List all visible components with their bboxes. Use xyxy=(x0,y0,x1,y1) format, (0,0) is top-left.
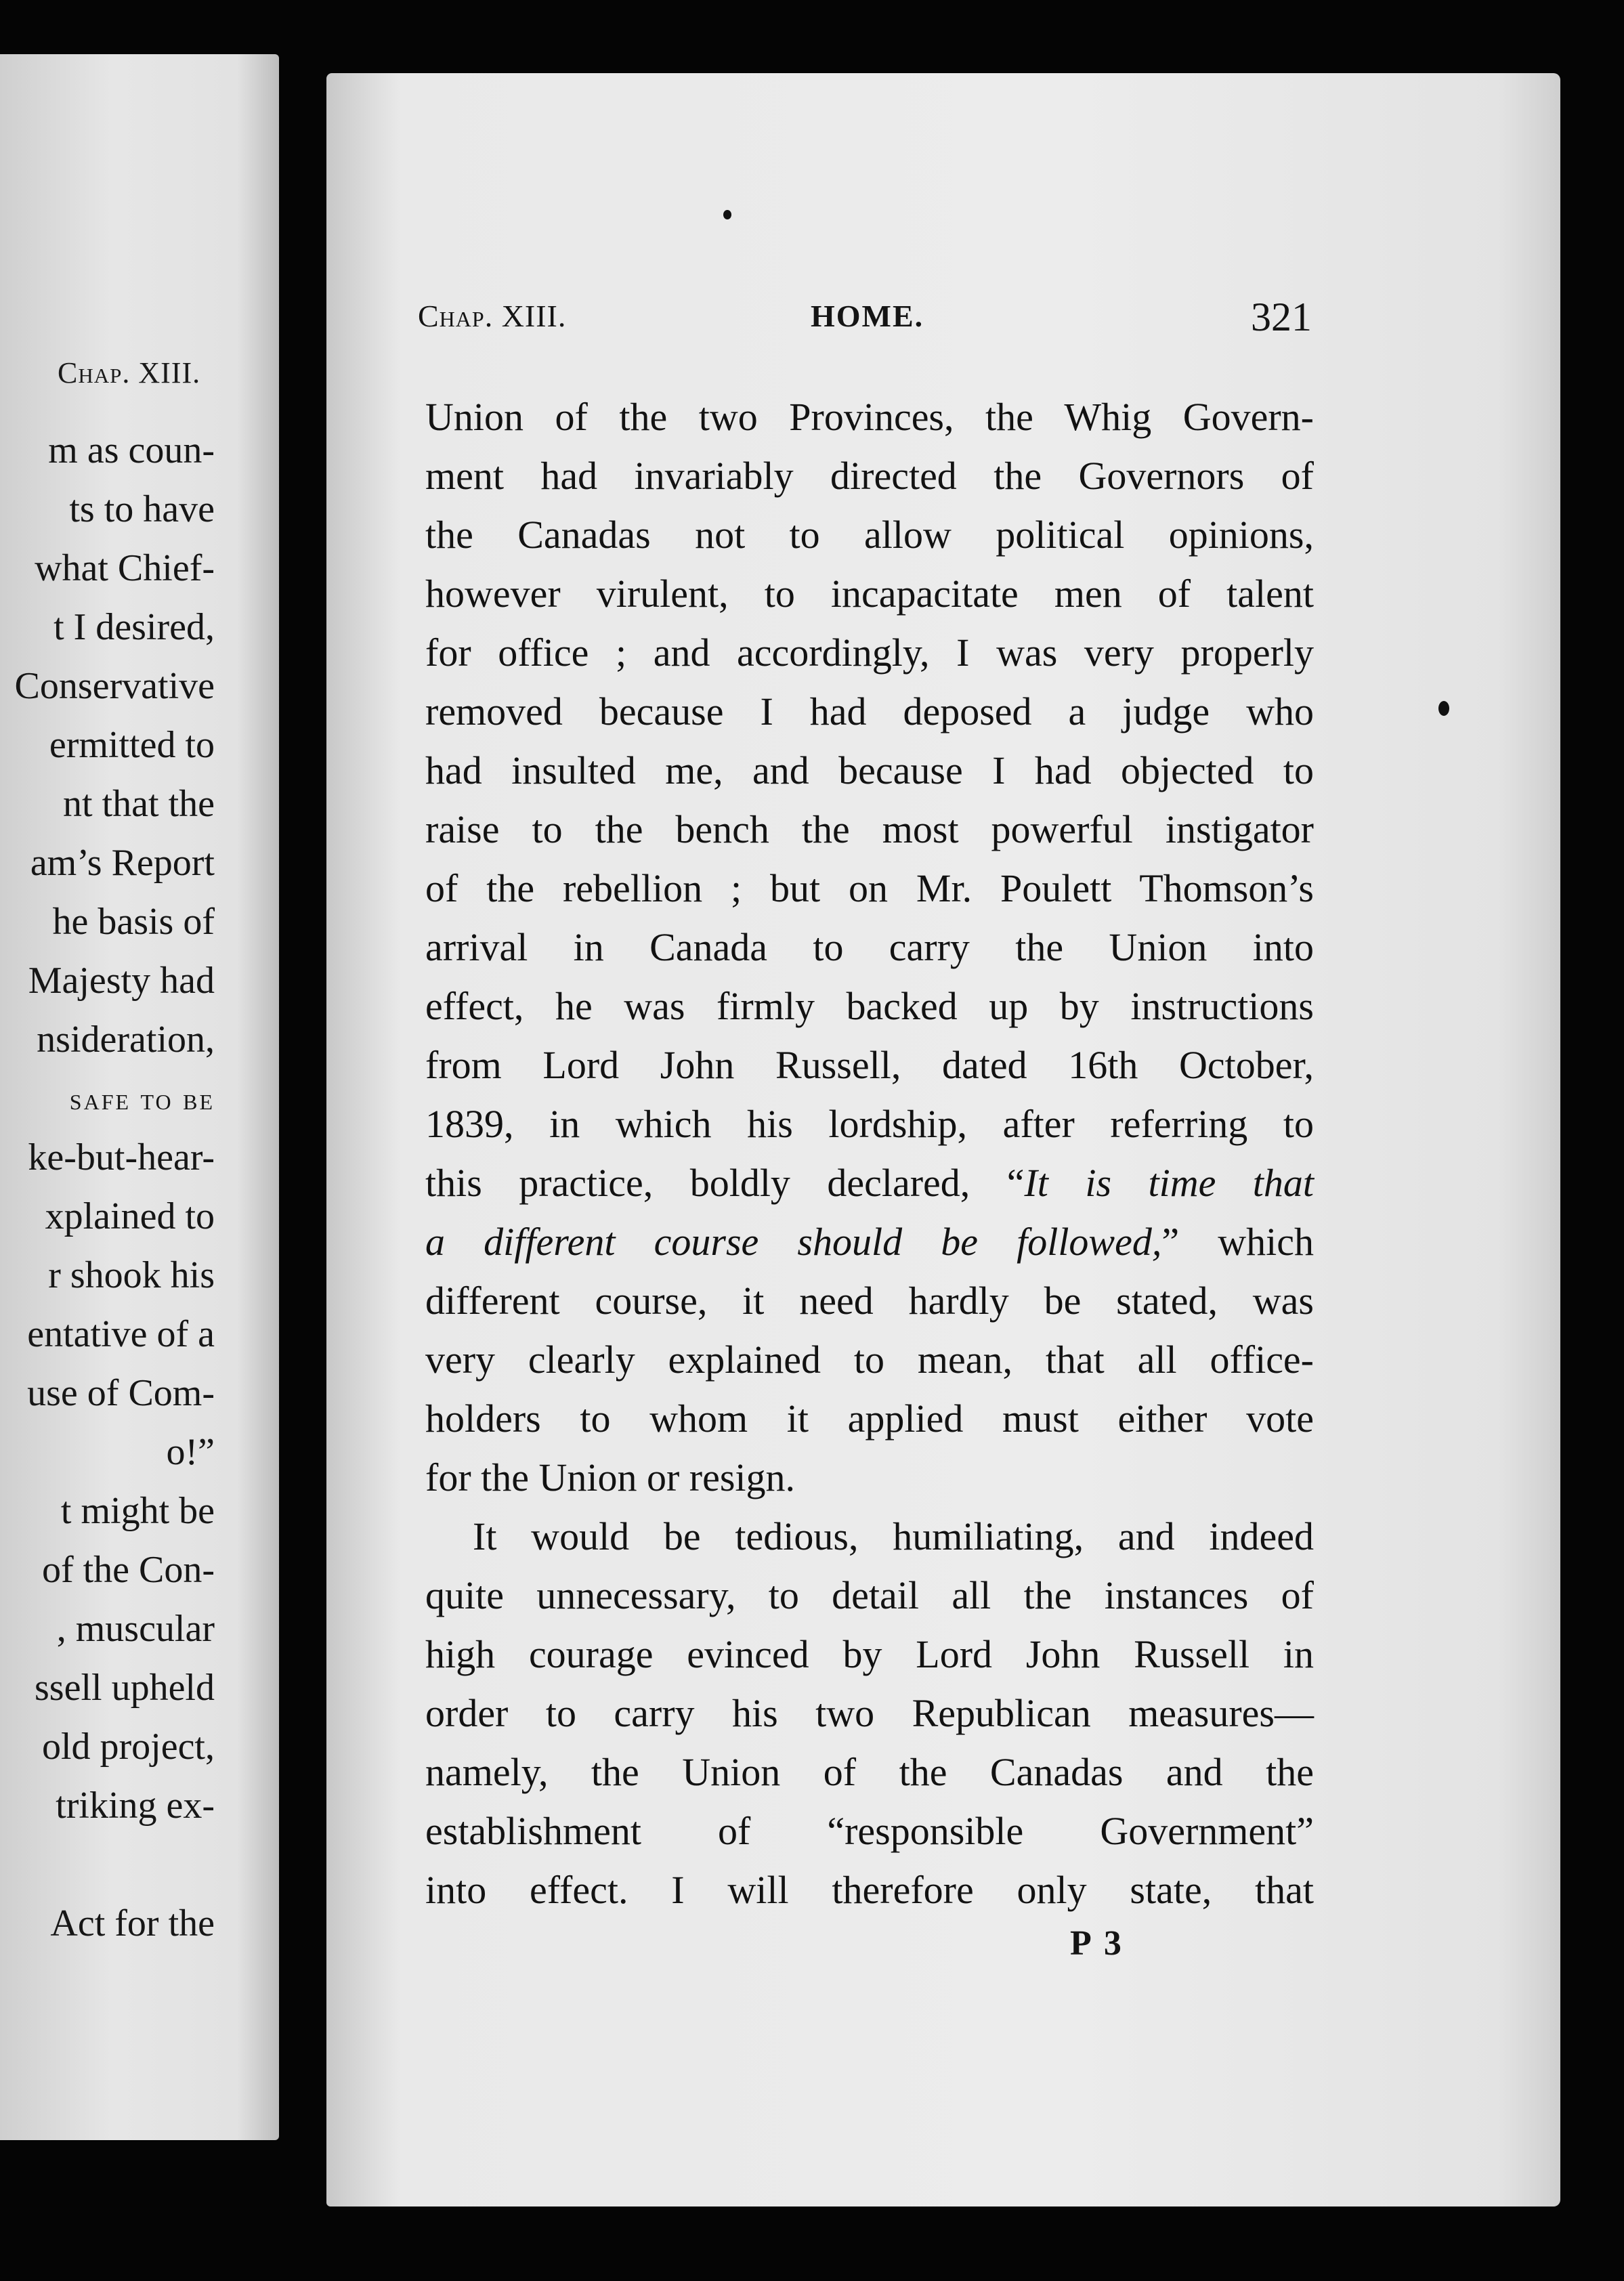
text-line: into effect. I will therefore only state, that xyxy=(425,1868,1314,1912)
text-line: high courage evinced by Lord John Russell in xyxy=(425,1632,1314,1676)
text-line: had insulted me, and because I had objected to xyxy=(425,748,1314,792)
text-line: from Lord John Russell, dated 16th October, xyxy=(425,1043,1314,1087)
left-text-line: am’s Report xyxy=(30,842,215,884)
left-text-line: entative of a xyxy=(27,1313,215,1355)
text-line: It would be tedious, humiliating, and indeed xyxy=(473,1514,1314,1558)
text-line: for office ; and accordingly, I was very properly xyxy=(425,631,1314,675)
body-text xyxy=(425,387,1314,1919)
left-text-line: of the Con- xyxy=(41,1549,215,1591)
text-line-quote-end xyxy=(425,1212,1314,1271)
left-text-line: xplained to xyxy=(45,1195,215,1237)
text-line: holders to whom it applied must either vote xyxy=(425,1397,1314,1441)
left-text-line: nt that the xyxy=(63,783,215,825)
text-run: this practice, boldly declared, “ xyxy=(425,1161,1025,1205)
left-text-line: , muscular xyxy=(56,1608,215,1650)
text-run: ” which xyxy=(1161,1220,1314,1264)
left-text-line: old project, xyxy=(41,1726,215,1768)
left-page-text xyxy=(0,421,215,1953)
left-text-line: ts to have xyxy=(69,488,215,530)
left-text-line: t I desired, xyxy=(54,606,215,648)
chapter-label: Chap. XIII. xyxy=(418,299,567,333)
text-line: very clearly explained to mean, that all office- xyxy=(425,1338,1314,1382)
left-page xyxy=(0,54,279,2140)
italic-quote: a different course should be followed, xyxy=(425,1220,1162,1264)
left-text-line: o!” xyxy=(166,1431,215,1473)
ink-speck xyxy=(723,210,731,219)
text-line: the Canadas not to allow political opinions, xyxy=(425,513,1314,557)
left-running-head: Chap. XIII. xyxy=(58,356,201,389)
left-text-line: r shook his xyxy=(48,1254,215,1296)
left-text-line: use of Com- xyxy=(27,1372,215,1414)
text-line: quite unnecessary, to detail all the instances of xyxy=(425,1573,1314,1617)
ink-speck xyxy=(1438,701,1449,716)
left-text-line: he basis of xyxy=(52,901,215,943)
left-text-line: ermitted to xyxy=(49,724,215,766)
left-text-line: Majesty had xyxy=(28,960,215,1002)
running-head xyxy=(418,295,1312,345)
text-line: different course, it need hardly be stated, was xyxy=(425,1279,1314,1323)
left-text-line: what Chief- xyxy=(35,547,215,589)
italic-quote: It is time that xyxy=(1024,1161,1314,1205)
text-line: for the Union or resign. xyxy=(425,1455,796,1499)
left-text-line: ssell upheld xyxy=(35,1667,215,1709)
text-line: of the rebellion ; but on Mr. Poulett Thomson’s xyxy=(425,866,1314,910)
left-text-line: nsideration, xyxy=(37,1019,215,1061)
left-text-line: triking ex- xyxy=(56,1785,215,1827)
signature-mark: P 3 xyxy=(1070,1924,1124,1963)
left-text-line: safe to be xyxy=(69,1082,215,1116)
text-line: however virulent, to incapacitate men of talent xyxy=(425,572,1314,616)
left-text-line: t might be xyxy=(60,1490,215,1532)
text-line: Union of the two Provinces, the Whig Govern- xyxy=(425,395,1314,439)
text-line: 1839, in which his lordship, after referring to xyxy=(425,1102,1314,1146)
left-text-line: m as coun- xyxy=(48,429,215,471)
left-text-line: Act for the xyxy=(50,1902,215,1944)
text-line-quote-start xyxy=(425,1153,1314,1212)
page-number: 321 xyxy=(1251,295,1312,339)
text-line: establishment of “responsible Government” xyxy=(425,1809,1314,1853)
left-text-line: Conservative xyxy=(14,665,215,707)
text-line: removed because I had deposed a judge who xyxy=(425,689,1314,733)
left-text-line xyxy=(0,1835,215,1894)
text-line: raise to the bench the most powerful instigator xyxy=(425,807,1314,851)
left-text-line: ke-but-hear- xyxy=(28,1136,215,1178)
text-line: order to carry his two Republican measures— xyxy=(425,1691,1314,1735)
running-title: HOME. xyxy=(811,299,924,333)
text-line: ment had invariably directed the Governors of xyxy=(425,454,1314,498)
text-line: effect, he was firmly backed up by instructions xyxy=(425,984,1314,1028)
text-line: arrival in Canada to carry the Union into xyxy=(425,925,1314,969)
text-line: namely, the Union of the Canadas and the xyxy=(425,1750,1314,1794)
